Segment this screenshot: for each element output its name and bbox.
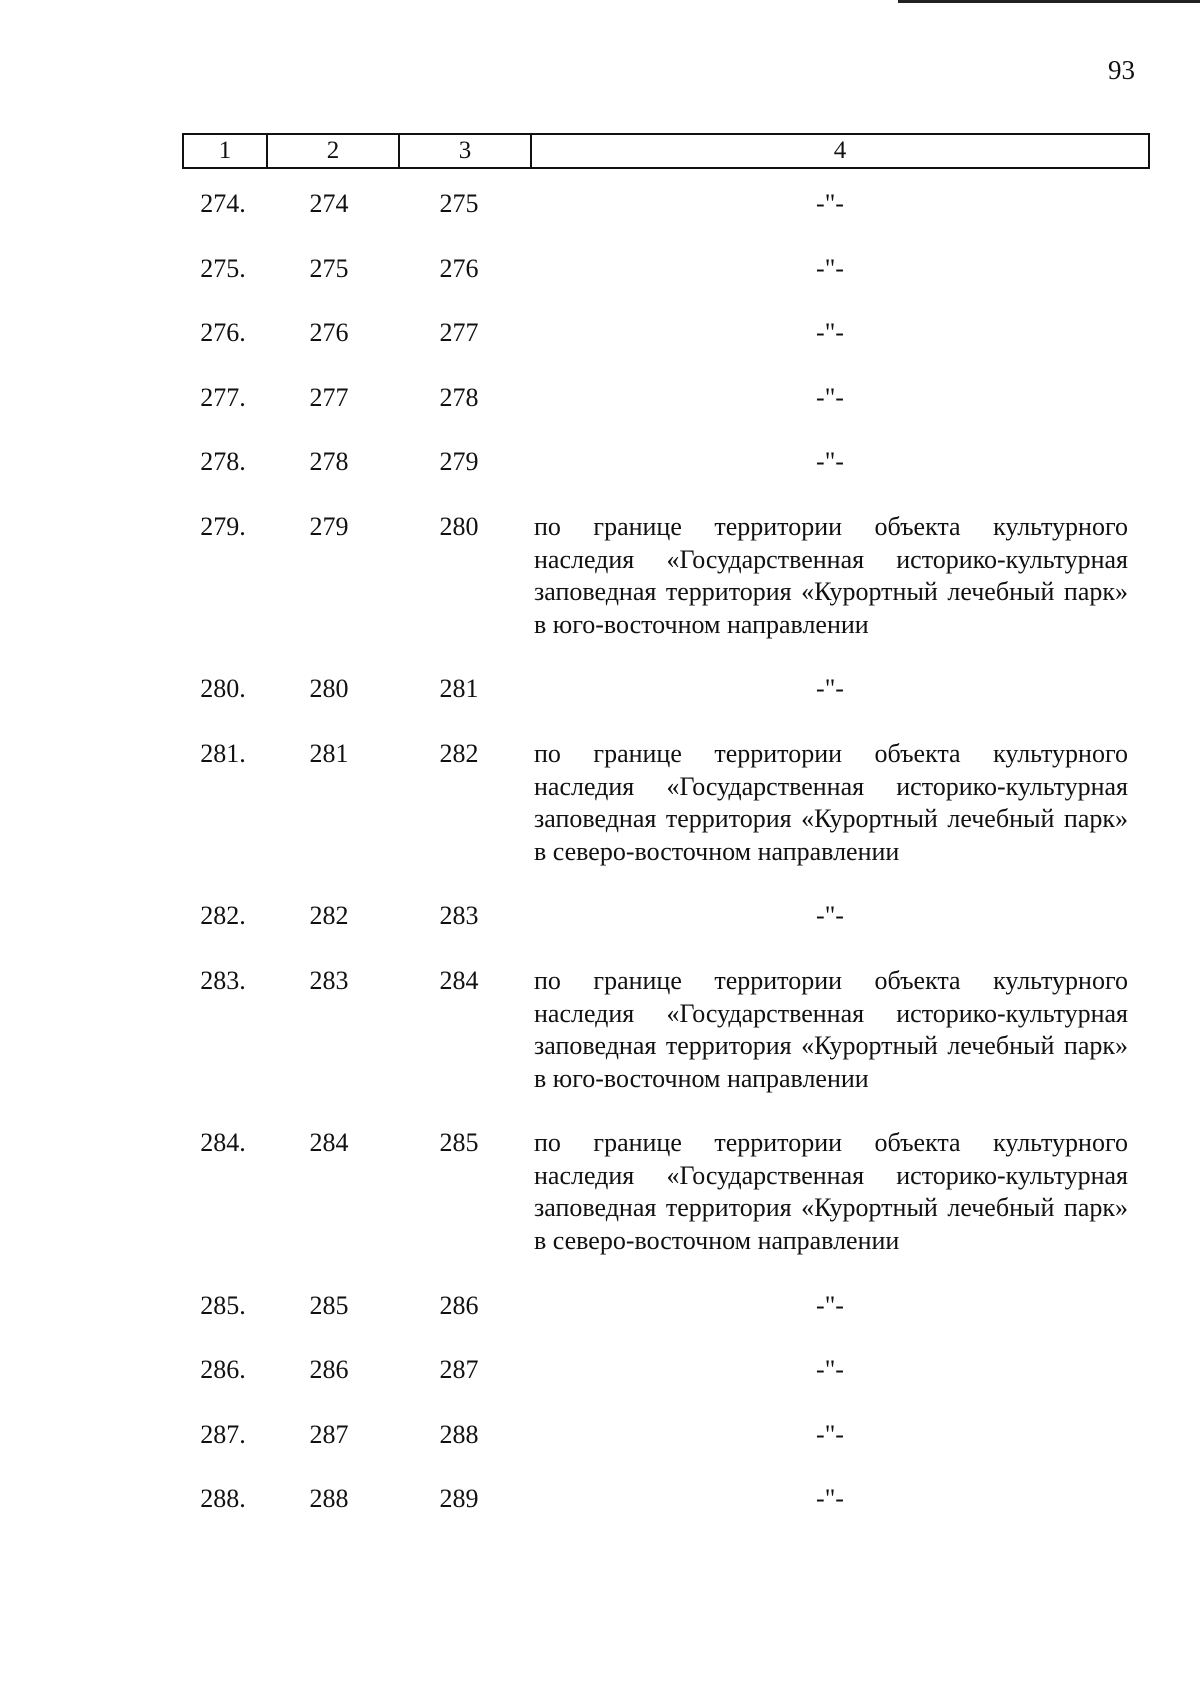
ditto-mark: -"- xyxy=(816,901,844,931)
boundary-description-cell xyxy=(524,1127,1140,1289)
row-number: 285. xyxy=(200,1290,246,1320)
table-row xyxy=(182,317,1140,382)
point-from: 284 xyxy=(309,1128,349,1158)
boundary-description: по границе территории объекта культурного наследия «Государственная историко-культурная заповедная территория «Курортный лечебный парк» в юго-восточном направлении xyxy=(534,965,1128,1093)
ditto-mark: -"- xyxy=(816,674,844,704)
page-number: 93 xyxy=(1108,55,1135,85)
point-to: 277 xyxy=(439,318,479,348)
boundary-description: по границе территории объекта культурного наследия «Государственная историко-культурная заповедная территория «Курортный лечебный парк» в юго-восточном направлении xyxy=(534,511,1128,639)
boundary-description-cell xyxy=(524,900,1140,965)
table-row xyxy=(182,382,1140,447)
row-number: 277. xyxy=(200,382,246,412)
row-number: 284. xyxy=(200,1128,246,1158)
row-number: 279. xyxy=(200,511,246,541)
table-row xyxy=(182,673,1140,738)
column-header-2: 2 xyxy=(267,134,399,168)
point-from: 287 xyxy=(309,1419,349,1449)
table-row xyxy=(182,1290,1140,1355)
boundary-description-cell xyxy=(524,1290,1140,1355)
row-number: 286. xyxy=(200,1355,246,1385)
table-row xyxy=(182,1419,1140,1484)
boundary-description-cell xyxy=(524,253,1140,318)
row-number: 274. xyxy=(200,189,246,218)
point-from: 283 xyxy=(309,965,349,995)
boundary-description-cell xyxy=(524,446,1140,511)
row-number: 280. xyxy=(200,674,246,704)
row-number: 281. xyxy=(200,738,246,768)
boundary-description-cell xyxy=(524,317,1140,382)
point-to: 283 xyxy=(439,901,479,931)
ditto-mark: -"- xyxy=(816,1290,844,1320)
row-number: 283. xyxy=(200,965,246,995)
point-from: 285 xyxy=(309,1290,349,1320)
row-number: 282. xyxy=(200,901,246,931)
point-to: 284 xyxy=(439,965,479,995)
column-header-4: 4 xyxy=(531,134,1149,168)
column-header-1: 1 xyxy=(183,134,267,168)
table-row xyxy=(182,1127,1140,1289)
ditto-mark: -"- xyxy=(816,382,844,412)
boundary-description-cell xyxy=(524,188,1140,253)
table-row xyxy=(182,965,1140,1127)
table-row xyxy=(182,511,1140,673)
point-to: 287 xyxy=(439,1355,479,1385)
point-from: 274 xyxy=(309,189,349,218)
point-from: 286 xyxy=(309,1355,349,1385)
point-from: 288 xyxy=(309,1484,349,1514)
boundary-description: по границе территории объекта культурного наследия «Государственная историко-культурная заповедная территория «Курортный лечебный парк» в северо-восточном направлении xyxy=(534,1128,1128,1256)
table-row xyxy=(182,738,1140,900)
point-to: 275 xyxy=(439,189,479,218)
ditto-mark: -"- xyxy=(816,447,844,477)
point-to: 280 xyxy=(439,511,479,541)
point-to: 276 xyxy=(439,253,479,283)
point-from: 279 xyxy=(309,511,349,541)
boundary-description-cell xyxy=(524,1483,1140,1548)
top-rule xyxy=(898,0,1200,3)
boundary-description-cell xyxy=(524,382,1140,447)
table-row xyxy=(182,1483,1140,1548)
boundary-description-cell xyxy=(524,1354,1140,1419)
point-from: 276 xyxy=(309,318,349,348)
boundary-table-body xyxy=(182,188,1140,1548)
boundary-table xyxy=(182,188,1140,1548)
column-header-table xyxy=(182,133,1150,169)
column-header-row xyxy=(183,134,1149,168)
point-to: 278 xyxy=(439,382,479,412)
boundary-description: по границе территории объекта культурного наследия «Государственная историко-культурная заповедная территория «Курортный лечебный парк» в северо-восточном направлении xyxy=(534,738,1128,866)
point-to: 286 xyxy=(439,1290,479,1320)
boundary-description-cell xyxy=(524,965,1140,1127)
boundary-description-cell xyxy=(524,1419,1140,1484)
table-row xyxy=(182,1354,1140,1419)
column-header-3: 3 xyxy=(399,134,531,168)
table-row xyxy=(182,253,1140,318)
table-row xyxy=(182,188,1140,253)
point-to: 288 xyxy=(439,1419,479,1449)
table-row xyxy=(182,900,1140,965)
row-number: 276. xyxy=(200,318,246,348)
point-from: 278 xyxy=(309,447,349,477)
boundary-description-cell xyxy=(524,673,1140,738)
ditto-mark: -"- xyxy=(816,1484,844,1514)
point-to: 282 xyxy=(439,738,479,768)
boundary-description-cell xyxy=(524,511,1140,673)
ditto-mark: -"- xyxy=(816,253,844,283)
point-from: 277 xyxy=(309,382,349,412)
point-from: 282 xyxy=(309,901,349,931)
point-to: 279 xyxy=(439,447,479,477)
point-to: 289 xyxy=(439,1484,479,1514)
row-number: 275. xyxy=(200,253,246,283)
point-from: 280 xyxy=(309,674,349,704)
point-to: 285 xyxy=(439,1128,479,1158)
table-row xyxy=(182,446,1140,511)
row-number: 278. xyxy=(200,447,246,477)
row-number: 288. xyxy=(200,1484,246,1514)
ditto-mark: -"- xyxy=(816,1419,844,1449)
point-to: 281 xyxy=(439,674,479,704)
ditto-mark: -"- xyxy=(816,1355,844,1385)
ditto-mark: -"- xyxy=(816,318,844,348)
point-from: 275 xyxy=(309,253,349,283)
boundary-description-cell xyxy=(524,738,1140,900)
point-from: 281 xyxy=(309,738,349,768)
row-number: 287. xyxy=(200,1419,246,1449)
ditto-mark: -"- xyxy=(816,189,844,218)
